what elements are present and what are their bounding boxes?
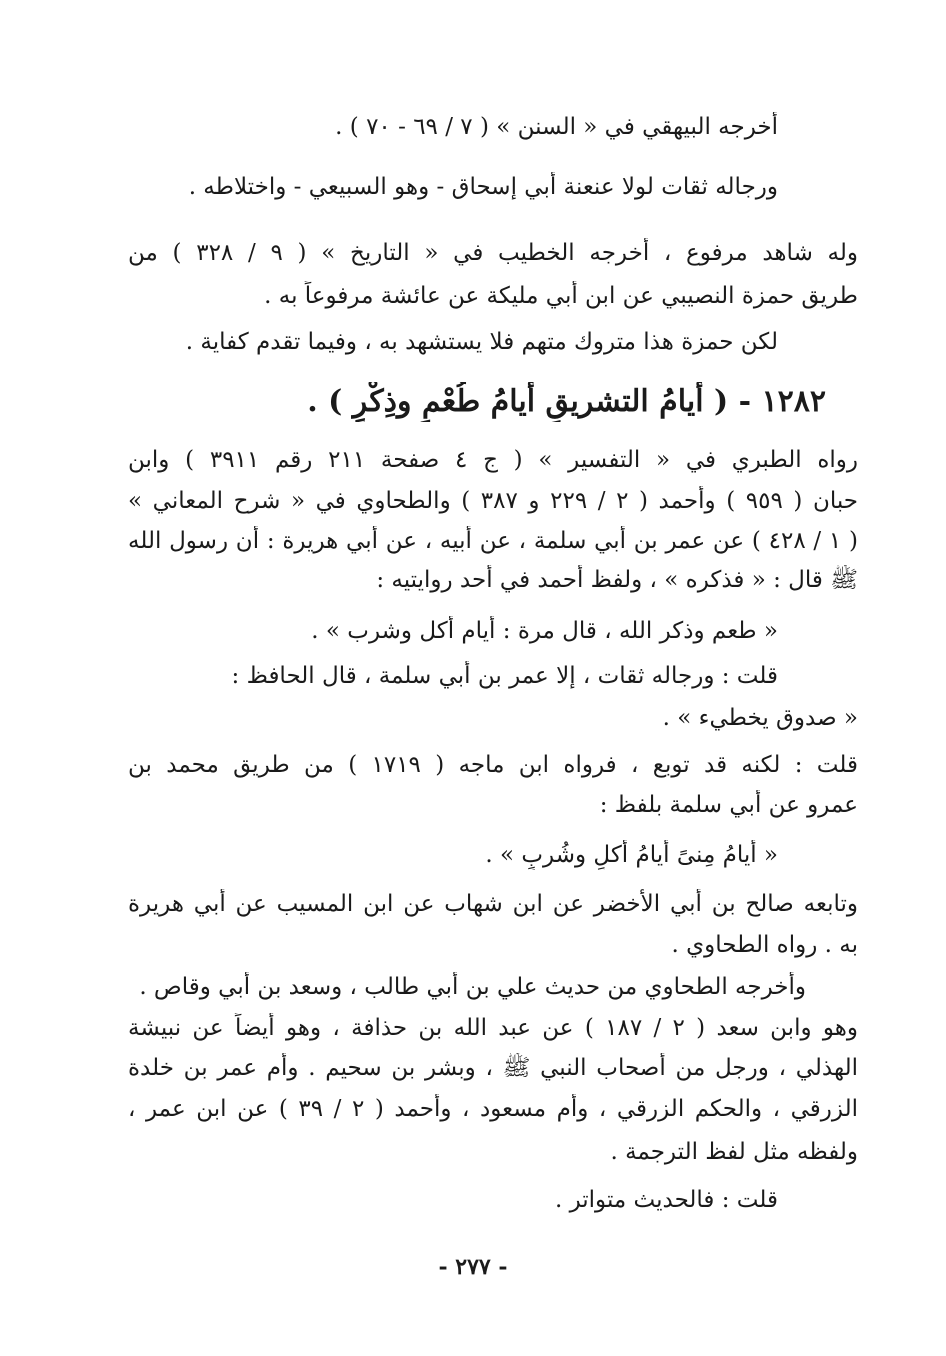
- text-line: طريق حمزة النصيبي عن ابن أبي مليكة عن عائشة مرفوعاً به .: [264, 283, 858, 309]
- text-line: « صدوق يخطيء » .: [662, 705, 858, 731]
- text-line: لكن حمزة هذا متروك متهم فلا يستشهد به ، وفيما تقدم كفاية .: [185, 329, 778, 355]
- text-line: قلت : لكنه قد توبع ، فرواه ابن ماجه ( ١٧١٩ ) من طريق محمد بن: [128, 752, 858, 778]
- text-line: وهو وابن سعد ( ٢ / ١٨٧ ) عن عبد الله بن حذافة ، وهو أيضاً عن نبيشة: [128, 1015, 858, 1041]
- text-line: عمرو عن أبي سلمة بلفظ :: [599, 792, 858, 818]
- hadith-heading: ١٢٨٢ - ( أيامُ التشريقِ أيامُ طُعْمٍ وذِكْرٍ ) .: [307, 384, 826, 419]
- text-line: وله شاهد مرفوع ، أخرجه الخطيب في « التاريخ » ( ٩ / ٣٢٨ ) من: [128, 240, 858, 266]
- text-line: وأخرجه الطحاوي من حديث علي بن أبي طالب ، وسعد بن أبي وقاص .: [139, 974, 806, 1000]
- text-line: به . رواه الطحاوي .: [671, 932, 858, 958]
- text-line: أخرجه البيهقي في « السنن » ( ٧ / ٦٩ - ٧٠ ) .: [335, 114, 778, 140]
- text-line: « أيامُ مِنىً أيامُ أكلٍ وشُربٍ » .: [485, 842, 778, 868]
- text-line: وتابعه صالح بن أبي الأخضر عن ابن شهاب عن ابن المسيب عن أبي هريرة: [128, 891, 858, 917]
- text-line: ورجاله ثقات لولا عنعنة أبي إسحاق - وهو السبيعي - واختلاطه .: [188, 174, 778, 200]
- text-line: ولفظه مثل لفظ الترجمة .: [610, 1139, 858, 1165]
- text-line: رواه الطبري في « التفسير » ( ج ٤ صفحة ٢١١ رقم ٣٩١١ ) وابن: [128, 447, 858, 473]
- page-number: - ٢٧٧ -: [438, 1254, 508, 1280]
- text-line: حبان ( ٩٥٩ ) وأحمد ( ٢ / ٢٢٩ و ٣٨٧ ) والطحاوي في « شرح المعاني »: [128, 488, 858, 514]
- text-line: ﷺ قال : « فذكره » ، ولفظ أحمد في أحد روايتيه :: [376, 567, 858, 593]
- text-line: الهذلي ، ورجل من أصحاب النبي ﷺ ، وبشر بن سحيم . وأم عمر بن خلدة: [128, 1055, 858, 1081]
- text-line: ( ١ / ٤٢٨ ) عن عمر بن أبي سلمة ، عن أبيه ، عن أبي هريرة : أن رسول الله: [128, 528, 858, 554]
- text-line: قلت : فالحديث متواتر .: [554, 1187, 778, 1213]
- text-line: قلت : ورجاله ثقات ، إلا عمر بن أبي سلمة ، قال الحافظ :: [231, 663, 778, 689]
- text-line: « طعم وذكر الله ، قال مرة : أيام أكل وشرب » .: [311, 618, 778, 644]
- text-line: الزرقي ، والحكم الزرقي ، وأم مسعود ، وأحمد ( ٢ / ٣٩ ) عن ابن عمر ،: [128, 1096, 858, 1122]
